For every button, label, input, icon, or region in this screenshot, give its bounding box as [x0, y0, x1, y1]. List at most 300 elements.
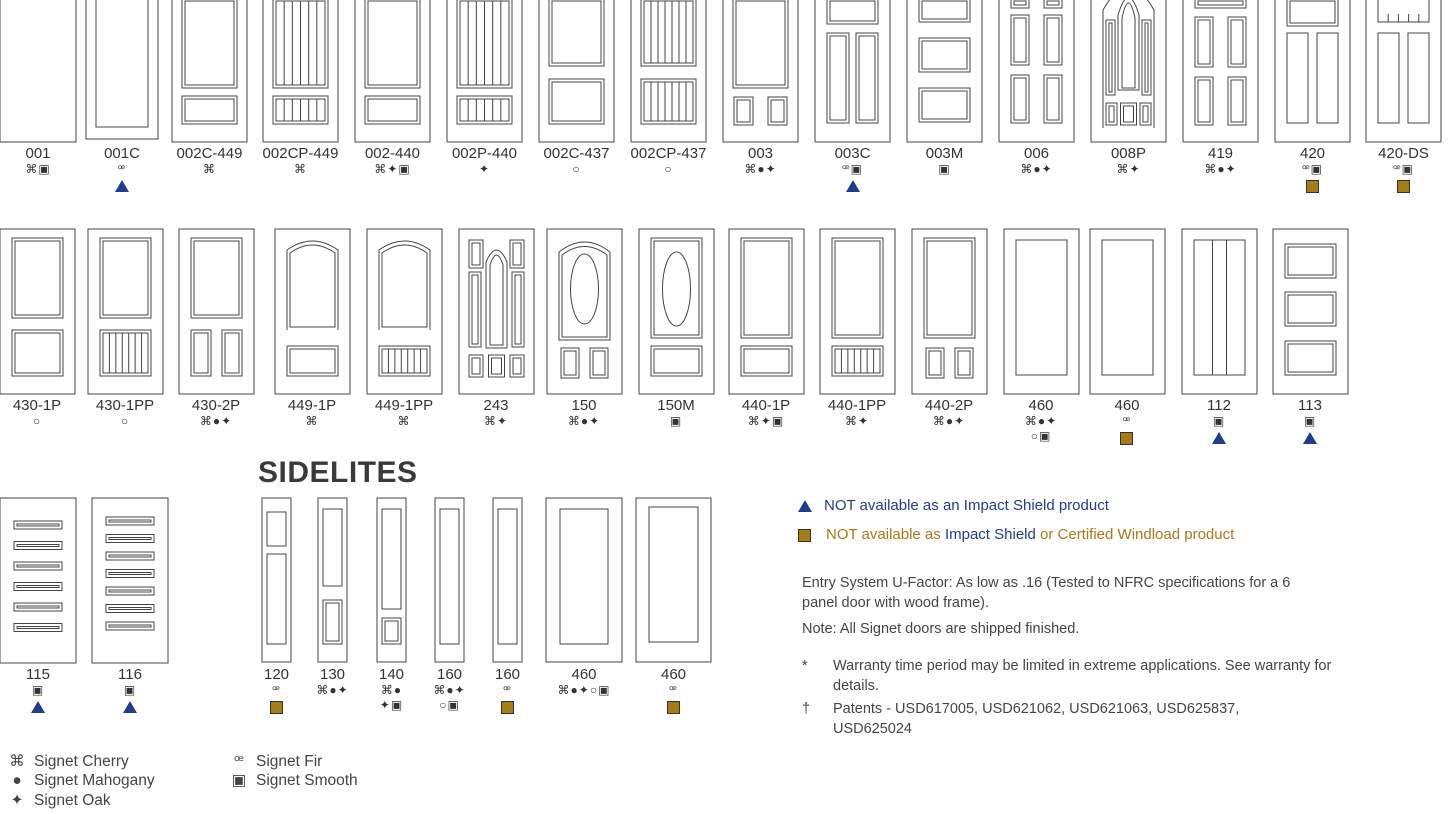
door-outline — [999, 0, 1074, 142]
door-panel — [835, 241, 880, 335]
door-outline — [1091, 0, 1166, 142]
door-panel — [194, 241, 239, 315]
square-icon — [501, 701, 514, 714]
door-outline — [179, 229, 254, 394]
legend-impact-windload — [798, 526, 1234, 544]
door-panel — [737, 100, 750, 122]
door-panel — [924, 238, 975, 338]
door-panel — [1109, 106, 1114, 122]
door-outline — [907, 0, 982, 142]
door-panel — [17, 524, 59, 526]
key-cherry — [6, 752, 129, 771]
arched-panel — [1122, 3, 1135, 88]
door-panel — [1198, 20, 1210, 64]
sidelites-heading: SIDELITES — [258, 456, 418, 489]
door-panel — [14, 542, 62, 550]
door-panel — [472, 275, 478, 344]
door-code: 460 — [660, 666, 687, 683]
door-code: 003M — [925, 145, 964, 162]
finish-symbols: ○ — [32, 414, 42, 428]
square-icon — [798, 529, 811, 542]
door-outline — [0, 498, 76, 663]
door-panel — [741, 346, 792, 376]
door-outline — [367, 229, 442, 394]
door-panel — [109, 590, 151, 592]
door-panel — [290, 349, 335, 373]
door-panel — [15, 333, 60, 373]
finish-symbols: ⌘✦ — [1116, 162, 1141, 176]
door-panel — [641, 0, 696, 66]
door-panel — [830, 36, 846, 120]
door-panel — [929, 351, 941, 375]
door-panel — [498, 509, 517, 644]
door-panel — [14, 603, 62, 611]
oval-glass — [663, 252, 691, 326]
finish-symbols: ○ — [120, 414, 130, 428]
door-panel — [513, 243, 521, 265]
door-panel — [651, 346, 702, 376]
door-panel — [365, 0, 420, 88]
finish-symbols: ꟹ▣ — [1301, 162, 1324, 176]
door-panel — [385, 621, 398, 641]
key-label: Signet Fir — [256, 753, 323, 770]
door-code: 160 — [494, 666, 521, 683]
warranty-mark: * — [802, 658, 808, 674]
door-panel — [1287, 33, 1308, 123]
triangle-icon — [846, 180, 860, 192]
door-panel — [106, 535, 154, 543]
door-panel — [919, 38, 970, 72]
door-panel — [649, 507, 698, 642]
key-smooth — [228, 771, 358, 790]
door-panel — [440, 509, 459, 644]
arched-panel — [290, 245, 335, 327]
door-panel — [106, 570, 154, 578]
finish-symbols: ⌘ — [397, 414, 411, 428]
triangle-icon — [123, 701, 137, 713]
finish-symbols: ▣ — [31, 683, 45, 697]
door-code: 002C-437 — [543, 145, 610, 162]
door-panel — [106, 605, 154, 613]
finish-symbols: ⌘●✦ — [932, 414, 966, 428]
finish-symbols: ○ — [664, 162, 673, 176]
door-code: 420 — [1299, 145, 1326, 162]
arched-panel — [1118, 0, 1139, 90]
finish-symbols: ꟹ — [669, 683, 678, 697]
stile — [1213, 240, 1227, 375]
mahogany-symbol-icon: ● — [12, 772, 22, 789]
door-outline — [1090, 229, 1165, 394]
door-code: 003 — [747, 145, 774, 162]
finish-symbols: ⌘●✦ — [1204, 162, 1237, 176]
door-panel — [1014, 1, 1026, 5]
door-panel — [1194, 240, 1245, 375]
finish-symbols: ⌘ — [203, 162, 216, 176]
finish-symbols: ✦▣ — [379, 698, 404, 712]
door-panel — [182, 0, 237, 88]
finish-symbols: ⌘●✦ — [316, 683, 349, 697]
door-panel — [106, 552, 154, 560]
door-panel — [1047, 18, 1059, 62]
finish-symbols: ○▣ — [439, 698, 460, 712]
door-code: 430-2P — [191, 397, 241, 414]
cherry-symbol-icon: ⌘ — [9, 753, 25, 770]
door-code: 113 — [1298, 397, 1322, 414]
door-outline — [1004, 229, 1079, 394]
door-code: 006 — [1023, 145, 1050, 162]
door-panel — [1143, 106, 1148, 122]
door-panel — [1288, 344, 1333, 372]
door-panel — [1145, 23, 1148, 92]
door-outline — [86, 0, 158, 139]
door-outline — [1183, 0, 1258, 142]
door-outline — [459, 229, 534, 394]
door-code: 460 — [571, 666, 597, 683]
door-outline — [1275, 0, 1350, 142]
finish-symbols: ⌘✦▣ — [747, 414, 785, 428]
door-panel — [106, 587, 154, 595]
warranty-note: Warranty time period may be limited in extreme applications. See warranty for details. — [833, 658, 1332, 694]
door-panel — [927, 241, 972, 335]
finish-symbols: ꟹ — [272, 683, 281, 697]
door-panel — [741, 238, 792, 338]
door-panel — [1285, 341, 1336, 375]
finish-symbols: ꟹ▣ — [1392, 162, 1415, 176]
door-panel — [109, 538, 151, 540]
square-icon — [667, 701, 680, 714]
arched-panel — [490, 255, 503, 345]
door-panel — [549, 79, 604, 124]
square-icon — [270, 701, 283, 714]
finish-symbols: ⌘●✦ — [567, 414, 601, 428]
door-panel — [827, 0, 878, 24]
door-panel — [109, 625, 151, 627]
finish-symbols: ⌘ — [305, 414, 319, 428]
finish-symbols: ⌘● — [380, 683, 403, 697]
door-panel — [368, 99, 417, 121]
door-panel — [379, 346, 430, 376]
door-panel — [641, 79, 696, 124]
door-outline — [0, 229, 75, 394]
door-panel — [1014, 18, 1026, 62]
door-panel — [185, 1, 234, 85]
door-panel — [736, 1, 785, 85]
door-code: 449-1PP — [374, 397, 434, 414]
door-panel — [1016, 240, 1067, 375]
patents-mark: † — [802, 701, 811, 717]
arched-panel — [486, 250, 507, 348]
finish-symbols: ⌘ — [294, 162, 307, 176]
ufactor-note: Entry System U-Factor: As low as .16 (Tested to NFRC specifications for a 6 panel door with wood frame). — [802, 575, 1291, 611]
door-code: 430-1PP — [95, 397, 155, 414]
door-panel — [225, 333, 239, 373]
patents-note: Patents - USD617005, USD621062, USD621063, USD625837, USD625024 — [833, 701, 1240, 737]
door-panel — [1198, 1, 1243, 5]
door-outline — [275, 229, 350, 394]
oval-glass — [571, 254, 599, 324]
key-label: Signet Smooth — [256, 772, 358, 789]
finish-symbols: ▣ — [669, 414, 683, 428]
sidelite-outline — [377, 498, 406, 662]
door-panel — [549, 0, 604, 66]
key-label: Signet Cherry — [34, 753, 129, 770]
door-panel — [469, 272, 481, 347]
door-panel — [17, 545, 59, 547]
door-panel — [267, 512, 286, 546]
door-panel — [919, 88, 970, 122]
triangle-icon — [31, 701, 45, 713]
door-panel — [1317, 33, 1338, 123]
legend-triangle-text: NOT available as an Impact Shield product — [824, 497, 1109, 514]
door-panel — [382, 509, 401, 609]
door-panel — [1047, 78, 1059, 120]
door-panel — [1124, 106, 1134, 122]
door-panel — [771, 100, 784, 122]
sidelite-outline — [546, 498, 622, 662]
door-panel — [564, 351, 576, 375]
door-panel — [1231, 80, 1243, 122]
door-code: 449-1P — [287, 397, 337, 414]
door-panel — [14, 583, 62, 591]
door-panel — [1290, 1, 1335, 23]
door-panel — [744, 349, 789, 373]
door-panel — [512, 272, 524, 347]
door-panel — [492, 358, 502, 374]
door-panel — [513, 358, 521, 374]
door-panel — [323, 509, 342, 586]
door-panel — [100, 330, 151, 376]
key-label: Signet Mahogany — [34, 772, 155, 789]
door-code: 440-1PP — [827, 397, 887, 414]
door-panel — [654, 241, 699, 335]
door-panel — [1109, 23, 1112, 92]
door-outline — [1182, 229, 1257, 394]
door-panel — [1231, 20, 1243, 64]
door-panel — [365, 96, 420, 124]
door-panel — [1287, 0, 1338, 26]
triangle-icon — [798, 500, 812, 512]
door-panel — [593, 351, 605, 375]
door-panel — [14, 562, 62, 570]
door-code: 440-1P — [741, 397, 791, 414]
triangle-icon — [1212, 432, 1226, 444]
door-outline — [639, 229, 714, 394]
key-oak — [6, 791, 111, 810]
door-panel — [1285, 244, 1336, 278]
door-panel — [96, 0, 148, 127]
square-icon — [1306, 180, 1319, 193]
finish-symbols: ⌘●✦ — [1020, 162, 1053, 176]
door-code: 003C — [834, 145, 871, 162]
door-code: 002P-440 — [451, 145, 518, 162]
door-code: 001C — [104, 145, 140, 162]
square-icon — [1120, 432, 1133, 445]
finish-symbols: ○▣ — [1030, 429, 1052, 443]
door-code: 002C-449 — [176, 145, 243, 162]
door-panel — [185, 99, 234, 121]
door-code: 140 — [378, 666, 405, 683]
legend-square-text-1: NOT available as — [826, 526, 945, 543]
key-mahogany — [6, 771, 155, 790]
finish-symbols: ⌘●✦ — [433, 683, 466, 697]
door-panel — [832, 346, 883, 376]
finish-symbols: ▣ — [1212, 414, 1226, 428]
door-outline — [912, 229, 987, 394]
door-panel — [368, 1, 417, 85]
door-panel — [17, 627, 59, 629]
door-panel — [267, 554, 286, 644]
door-outline — [820, 229, 895, 394]
finish-symbols: ꟹ — [1122, 414, 1132, 428]
door-panel — [191, 238, 242, 318]
finish-symbols: ▣ — [123, 683, 137, 697]
door-code: 430-1P — [12, 397, 62, 414]
door-panel — [17, 606, 59, 608]
door-outline — [1366, 0, 1441, 142]
door-panel — [1288, 247, 1333, 275]
oak-symbol-icon: ✦ — [10, 792, 24, 809]
door-panel — [922, 1, 967, 19]
door-code: 460 — [1114, 397, 1140, 414]
door-panel — [510, 240, 524, 268]
sidelite-outline — [435, 498, 464, 662]
triangle-icon — [1303, 432, 1317, 444]
finish-symbols: ⌘▣ — [25, 162, 51, 176]
door-panel — [733, 0, 788, 88]
door-panel — [922, 41, 967, 69]
sidelite-outline — [636, 498, 711, 662]
finish-symbols: ꟹ▣ — [841, 162, 864, 176]
finish-symbols: ⌘✦▣ — [374, 162, 411, 176]
door-panel — [109, 573, 151, 575]
door-panel — [1288, 295, 1333, 323]
door-code: 116 — [118, 666, 142, 683]
door-panel — [109, 520, 151, 522]
arched-panel — [559, 242, 610, 340]
door-code: 001 — [25, 145, 51, 162]
door-code: 460 — [1028, 397, 1054, 414]
door-panel — [472, 243, 480, 265]
legend-square-text-2: Impact Shield — [944, 526, 1036, 543]
door-panel — [15, 241, 60, 315]
door-code: 243 — [483, 397, 509, 414]
door-panel — [1378, 0, 1429, 22]
sidelite-outline — [262, 498, 291, 662]
door-panel — [182, 96, 237, 124]
finish-symbols: ▣ — [1303, 414, 1317, 428]
door-panel — [1102, 240, 1153, 375]
finish-symbols: ⌘●✦ — [1024, 414, 1058, 428]
door-code: 130 — [319, 666, 346, 683]
door-panel — [100, 238, 151, 318]
door-panel — [1047, 1, 1059, 5]
finish-symbols: ꟹ — [117, 162, 127, 176]
legend-impact-shield — [798, 497, 1109, 515]
door-panel — [1408, 33, 1429, 123]
door-panel — [469, 240, 483, 268]
finish-symbols: ⌘●✦ — [199, 414, 233, 428]
key-label: Signet Oak — [34, 792, 111, 809]
door-code: 150 — [571, 397, 597, 414]
door-outline — [729, 229, 804, 394]
finish-symbols: ⌘●✦○▣ — [557, 683, 611, 697]
door-panel — [109, 555, 151, 557]
door-panel — [552, 1, 601, 63]
door-panel — [859, 36, 875, 120]
door-panel — [1142, 20, 1151, 95]
door-panel — [1198, 80, 1210, 122]
door-panel — [194, 333, 208, 373]
door-code: 115 — [26, 666, 50, 683]
door-panel — [103, 241, 148, 315]
door-panel — [1378, 33, 1399, 123]
finish-symbols: ○ — [572, 162, 581, 176]
key-fir — [228, 752, 322, 771]
finished-note: Note: All Signet doors are shipped finished. — [802, 621, 1080, 637]
door-panel — [560, 509, 608, 644]
door-panel — [515, 275, 521, 344]
door-panel — [14, 624, 62, 632]
arched-panel — [562, 247, 607, 338]
door-panel — [12, 238, 63, 318]
door-panel — [17, 586, 59, 588]
square-icon — [1397, 180, 1410, 193]
smooth-symbol-icon: ▣ — [231, 772, 247, 789]
door-panel — [922, 91, 967, 119]
door-code: 002-440 — [364, 145, 421, 162]
door-panel — [958, 351, 970, 375]
door-panel — [830, 1, 875, 21]
door-outline — [0, 0, 76, 142]
door-panel — [552, 82, 601, 121]
door-panel — [109, 608, 151, 610]
legend-square-text-3: or Certified Windload product — [1035, 526, 1235, 543]
door-panel — [1014, 78, 1026, 120]
door-code: 120 — [263, 666, 290, 683]
sidelite-outline — [318, 498, 347, 662]
door-panel — [1106, 20, 1115, 95]
door-panel — [106, 622, 154, 630]
finish-symbols: ⌘✦ — [483, 414, 509, 428]
door-panel — [744, 241, 789, 335]
door-panel — [12, 330, 63, 376]
finish-symbols: ⌘✦ — [844, 414, 870, 428]
door-code: 150M — [657, 397, 695, 414]
arched-panel — [379, 241, 430, 330]
finish-symbols: ✦ — [478, 162, 491, 176]
arched-panel — [1103, 0, 1154, 128]
door-panel — [326, 603, 339, 641]
door-panel — [17, 565, 59, 567]
door-code: 002CP-449 — [262, 145, 339, 162]
door-panel — [287, 346, 338, 376]
arched-panel — [287, 241, 338, 330]
door-panel — [14, 521, 62, 529]
door-code: 419 — [1207, 145, 1234, 162]
finish-symbols: ⌘●✦ — [744, 162, 777, 176]
door-code: 160 — [436, 666, 463, 683]
door-code: 420-DS — [1378, 145, 1429, 162]
sidelite-outline — [493, 498, 522, 662]
door-code: 002CP-437 — [630, 145, 707, 162]
door-outline — [1273, 229, 1348, 394]
door-panel — [106, 517, 154, 525]
triangle-icon — [115, 180, 129, 192]
finish-symbols: ▣ — [938, 162, 951, 176]
door-code: 112 — [1207, 397, 1231, 414]
door-code: 440-2P — [924, 397, 974, 414]
door-outline — [88, 229, 163, 394]
